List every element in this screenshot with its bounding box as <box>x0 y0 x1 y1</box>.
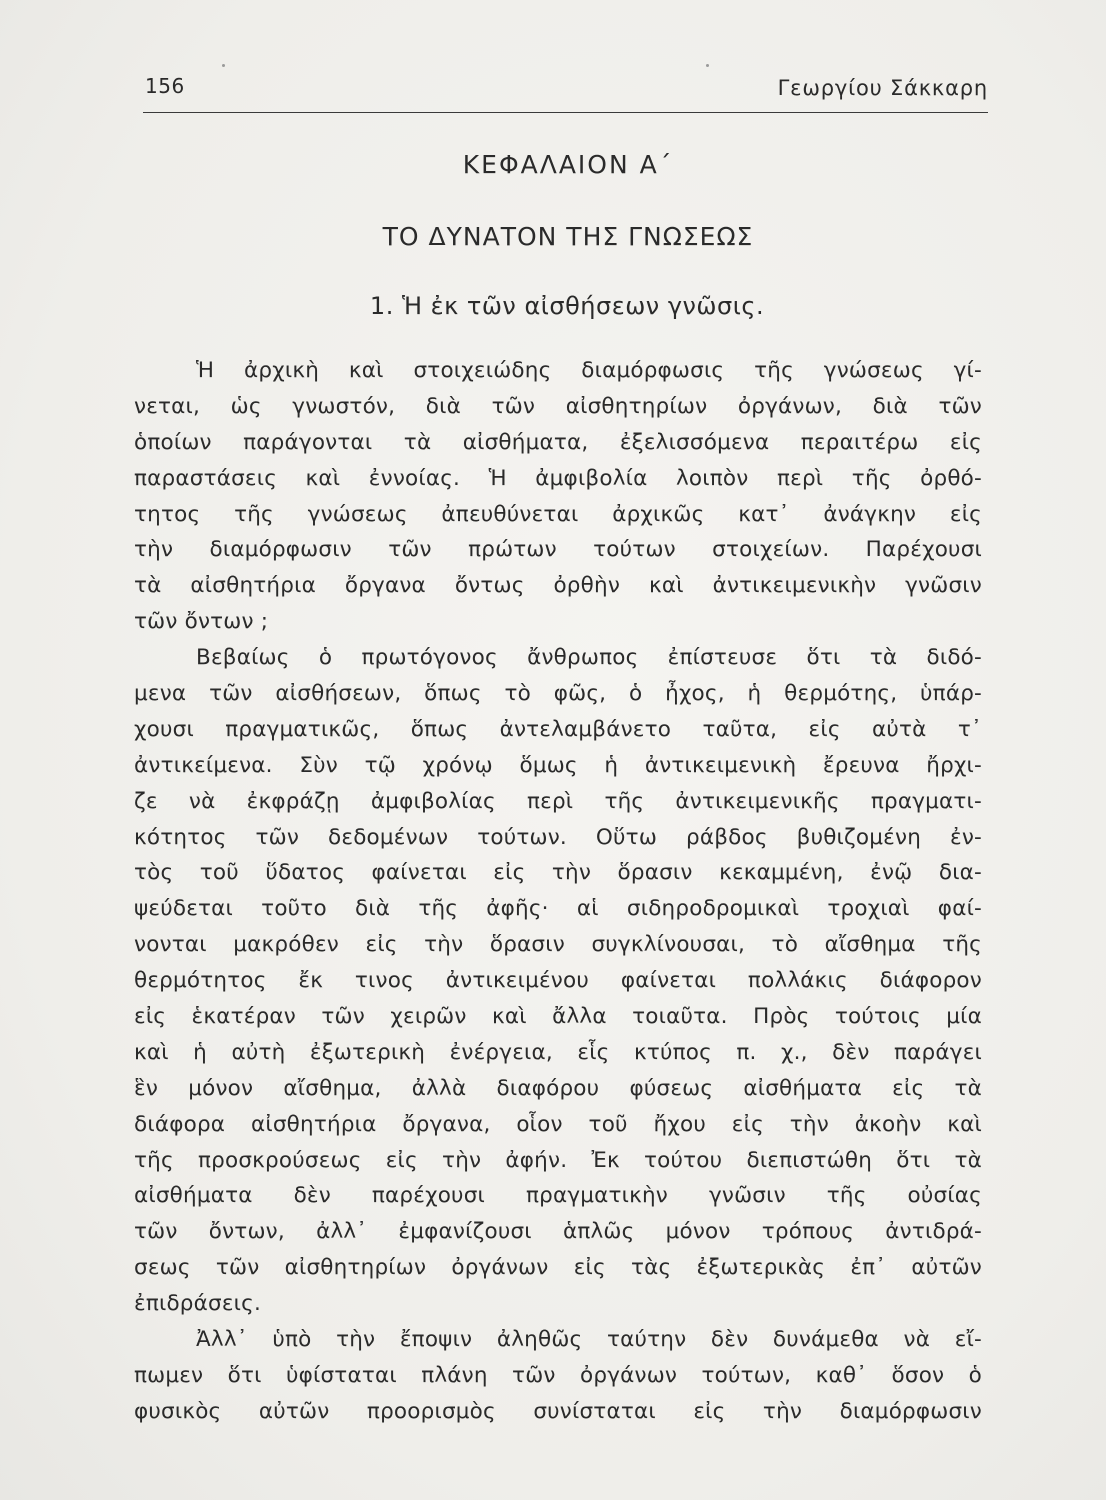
text-line: τῶν ὄντων, ἀλλ᾿ ἐμφανίζουσι ἁπλῶς μόνον τρόπους ἀντιδρά- <box>134 1219 982 1245</box>
text-line: νονται μακρόθεν εἰς τὴν ὅρασιν συγκλίνουσαι, τὸ αἴσθημα τῆς <box>134 932 982 958</box>
text-line: διάφορα αἰσθητήρια ὄργανα, οἷον τοῦ ἤχου εἰς τὴν ἀκοὴν καὶ <box>134 1111 982 1137</box>
text-line: ψεύδεται τοῦτο διὰ τῆς ἀφῆς· αἱ σιδηροδρομικαὶ τροχιαὶ φαί- <box>134 896 982 922</box>
text-line: φυσικὸς αὐτῶν προορισμὸς συνίσταται εἰς τὴν διαμόρφωσιν <box>134 1398 982 1424</box>
paper-speck <box>222 64 225 67</box>
text-line: χουσι πραγματικῶς, ὅπως ἀντελαμβάνετο ταῦτα, εἰς αὐτὰ τ᾿ <box>134 716 982 742</box>
text-line: μενα τῶν αἰσθήσεων, ὅπως τὸ φῶς, ὁ ἦχος, ἡ θερμότης, ὑπάρ- <box>134 681 982 707</box>
text-line: τὰ αἰσθητήρια ὄργανα ὄντως ὀρθὴν καὶ ἀντικειμενικὴν γνῶσιν <box>134 573 982 599</box>
text-line: τητος τῆς γνώσεως ἀπευθύνεται ἀρχικῶς κατ᾿ ἀνάγκην εἰς <box>134 501 982 527</box>
chapter-heading: ΚΕΦΑΛΑΙΟΝ Α΄ <box>462 150 674 179</box>
text-line: ὁποίων παράγονται τὰ αἰσθήματα, ἐξελισσόμενα περαιτέρω εἰς <box>134 429 982 455</box>
chapter-title: ΤΟ ΔΥΝΑΤΟΝ ΤΗΣ ΓΝΩΣΕΩΣ <box>382 222 754 251</box>
text-line: θερμότητος ἔκ τινος ἀντικειμένου φαίνεται πολλάκις διάφορον <box>134 968 982 994</box>
text-line: παραστάσεις καὶ ἐννοίας. Ἡ ἀμφιβολία λοιπὸν περὶ τῆς ὀρθό- <box>134 465 982 491</box>
text-line: αἰσθήματα δὲν παρέχουσι πραγματικὴν γνῶσιν τῆς οὐσίας <box>134 1183 982 1209</box>
text-line: ἓν μόνον αἴσθημα, ἀλλὰ διαφόρου φύσεως αἰσθήματα εἰς τὰ <box>134 1075 982 1101</box>
text-line: πωμεν ὅτι ὑφίσταται πλάνη τῶν ὀργάνων τούτων, καθ᾿ ὅσον ὁ <box>134 1362 982 1388</box>
text-line: καὶ ἡ αὐτὴ ἐξωτερικὴ ἐνέργεια, εἷς κτύπος π. χ., δὲν παράγει <box>134 1039 982 1065</box>
text-line: εἰς ἑκατέραν τῶν χειρῶν καὶ ἄλλα τοιαῦτα. Πρὸς τούτοις μία <box>134 1004 982 1030</box>
text-line: κότητος τῶν δεδομένων τούτων. Οὕτω ράβδος βυθιζομένη ἐν- <box>134 824 982 850</box>
text-line: τὴν διαμόρφωσιν τῶν πρώτων τούτων στοιχείων. Παρέχουσι <box>134 537 982 563</box>
text-line: νεται, ὡς γνωστόν, διὰ τῶν αἰσθητηρίων ὀργάνων, διὰ τῶν <box>134 393 982 419</box>
page-number: 156 <box>145 74 185 98</box>
running-head: Γεωργίου Σάκκαρη <box>777 76 988 100</box>
page-header <box>143 72 988 113</box>
text-line: σεως τῶν αἰσθητηρίων ὀργάνων εἰς τὰς ἐξωτερικὰς ἐπ᾿ αὐτῶν <box>134 1255 982 1281</box>
text-line: τῆς προσκρούσεως εἰς τὴν ἀφήν. Ἐκ τούτου διεπιστώθη ὅτι τὰ <box>134 1147 982 1173</box>
paper-speck <box>706 64 709 67</box>
text-line: ἀντικείμενα. Σὺν τῷ χρόνῳ ὅμως ἡ ἀντικειμενικὴ ἔρευνα ἤρχι- <box>134 752 982 778</box>
section-heading: 1. Ἡ ἐκ τῶν αἰσθήσεων γνῶσις. <box>369 292 765 320</box>
text-line: Βεβαίως ὁ πρωτόγονος ἄνθρωπος ἐπίστευσε ὅτι τὰ διδό- <box>196 645 982 671</box>
text-line: Ἀλλ᾿ ὑπὸ τὴν ἔποψιν ἀληθῶς ταύτην δὲν δυνάμεθα νὰ εἴ- <box>196 1327 982 1353</box>
body-text <box>134 353 982 1430</box>
text-line: ἐπιδράσεις. <box>134 1291 261 1317</box>
text-line: ζε νὰ ἐκφράζῃ ἀμφιβολίας περὶ τῆς ἀντικειμενικῆς πραγματι- <box>134 788 982 814</box>
text-line: τὸς τοῦ ὕδατος φαίνεται εἰς τὴν ὅρασιν κεκαμμένη, ἐνῷ δια- <box>134 860 982 886</box>
text-line: τῶν ὄντων ; <box>134 609 269 635</box>
text-line: Ἡ ἀρχικὴ καὶ στοιχειώδης διαμόρφωσις τῆς γνώσεως γί- <box>196 358 982 383</box>
